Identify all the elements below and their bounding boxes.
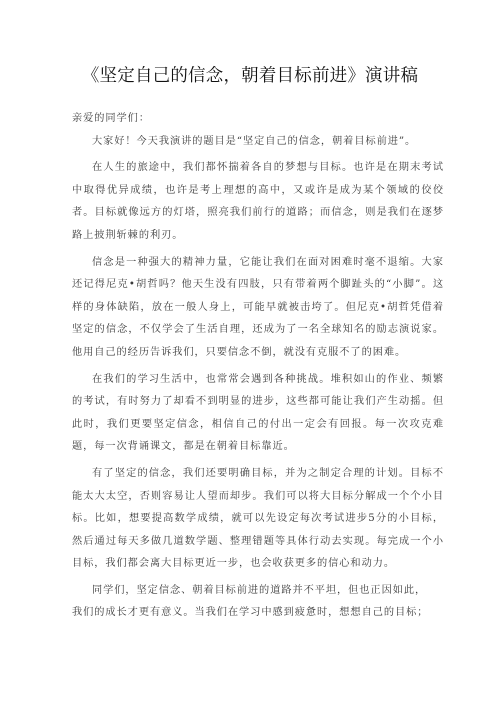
closing-paragraph — [72, 580, 444, 625]
paragraph-2: 信念是一种强大的精神力量，它能让我们在面对困难时毫不退缩。大家还记得尼克•胡哲吗？他天生没有四肢，只有带着两个脚趾头的“小脚”。这样的身体缺陷，放在一般人身上，可能早就被击垮了。但尼克•胡哲凭借着坚定的信念，不仅学会了生活自理，还成为了一名全球知名的励志演说家。他用自己的经历告诉我们，只要信念不倒，就没有克服不了的困难。 — [72, 256, 444, 358]
paragraph-1: 在人生的旅途中，我们都怀揣着各自的梦想与目标。也许是在期末考试中取得优异成绩，也许是考上理想的高中，又或许是成为某个领域的佼佼者。目标就像远方的灯塔，照亮我们前行的道路；而信念，则是我们在逐梦路上披荆斩棘的利刃。 — [72, 162, 444, 241]
paragraph-4: 有了坚定的信念，我们还要明确目标，并为之制定合理的计划。目标不能太大太空，否则容易让人望而却步。我们可以将大目标分解成一个个小目标。比如，想要提高数学成绩，就可以先设定每次考试进步5分的小目标，然后通过每天多做几道数学题、整理错题等具体行动去实现。每完成一个小目标，我们都会离大目标更近一步，也会收获更多的信心和动力。 — [72, 467, 444, 570]
closing-line-2: 我们的成长才更有意义。当我们在学习中感到疲惫时，想想自己的目标； — [72, 607, 429, 619]
document-body — [72, 108, 444, 625]
closing-line-1: 同学们，坚定信念、朝着目标前进的道路并不平坦，但也正因如此， — [92, 584, 427, 596]
document-title: 《坚定自己的信念，朝着目标前进》演讲稿 — [81, 66, 419, 86]
salutation: 亲爱的同学们： — [72, 113, 150, 124]
opening-paragraph: 大家好！今天我演讲的题目是“坚定自己的信念，朝着目标前进”。 — [92, 135, 417, 147]
paragraph-3: 在我们的学习生活中，也常常会遇到各种挑战。堆积如山的作业、频繁的考试，有时努力了却看不到明显的进步，这些都可能让我们产生动摇。但此时，我们更要坚定信念，相信自己的付出一定会有回报。每一次攻克难题，每一次背诵课文，都是在朝着目标靠近。 — [72, 373, 444, 453]
